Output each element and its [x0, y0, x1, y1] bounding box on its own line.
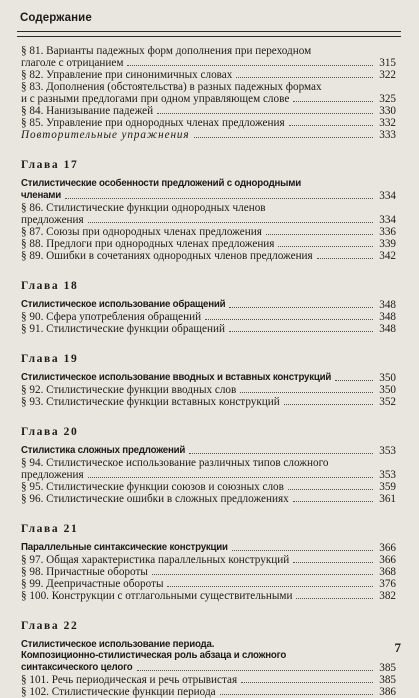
chapter-21-title[interactable]	[21, 542, 396, 554]
toc-page-number: 334	[379, 213, 396, 226]
toc-entry-title: § 94. Стилистическое использование различных типов сложного	[21, 456, 329, 469]
dot-leader	[293, 562, 373, 563]
toc-entry-exercises[interactable]	[21, 129, 396, 141]
dot-leader	[88, 477, 373, 478]
toc-page-number: 366	[379, 541, 396, 554]
chapter-22-label: Глава 22	[21, 619, 79, 632]
toc-page-number: 348	[379, 310, 396, 323]
toc-page-number: 322	[379, 69, 396, 81]
toc-entry[interactable]	[21, 226, 396, 238]
chapter-title-text: членами	[21, 190, 61, 201]
table-of-contents	[21, 45, 396, 698]
toc-entry-title: § 81. Варианты падежных форм дополнения при переходном	[21, 45, 312, 57]
dot-leader	[88, 222, 373, 223]
toc-entry[interactable]	[21, 323, 396, 335]
dot-leader	[157, 113, 373, 114]
toc-page-number: 350	[379, 371, 396, 384]
toc-entry-title: предложения	[21, 213, 84, 226]
chapter-18-title[interactable]	[21, 299, 396, 311]
toc-entry-title: § 89. Ошибки в сочетаниях однородных членов предложения	[21, 249, 313, 262]
toc-entry-title: § 98. Причастные обороты	[21, 565, 148, 578]
toc-entry[interactable]	[21, 238, 396, 250]
toc-entry-title: § 87. Союзы при однородных членах предложения	[21, 225, 262, 238]
toc-entry-title: § 84. Нанизывание падежей	[21, 105, 154, 117]
dot-leader	[278, 246, 373, 247]
toc-entry-title: § 97. Общая характеристика параллельных конструкций	[21, 553, 290, 566]
toc-entry-title: § 92. Стилистические функции вводных слов	[21, 383, 237, 396]
toc-entry-title: § 86. Стилистические функции однородных членов	[21, 201, 266, 214]
page-number: 7	[394, 640, 401, 655]
top-rule	[17, 36, 401, 37]
toc-entry[interactable]	[21, 493, 396, 505]
toc-entry-title: § 102. Стилистические функции периода	[21, 685, 216, 698]
toc-entry-title: § 82. Управление при синонимичных словах	[21, 69, 233, 81]
toc-entry[interactable]	[21, 93, 396, 105]
toc-entry[interactable]	[21, 45, 396, 57]
toc-page-number: 382	[379, 589, 396, 602]
toc-page-number: 352	[379, 395, 396, 408]
toc-entry[interactable]	[21, 674, 396, 686]
toc-entry-title: § 83. Дополнения (обстоятельства) в разных падежных формах	[21, 81, 322, 93]
toc-page-number: 342	[379, 249, 396, 262]
toc-page-number: 353	[379, 468, 396, 481]
toc-page-number: 359	[379, 480, 396, 493]
toc-group-81-85	[21, 45, 396, 129]
toc-entry-title: § 96. Стилистические ошибки в сложных предложениях	[21, 492, 289, 505]
toc-page-number: 348	[379, 322, 396, 335]
dot-leader	[284, 404, 373, 405]
toc-entry-title: § 91. Стилистические функции обращений	[21, 322, 225, 335]
toc-entry-title: § 99. Деепричастные обороты	[21, 577, 164, 590]
chapter-20-label: Глава 20	[21, 425, 79, 438]
dot-leader	[167, 586, 373, 587]
toc-page-number: 315	[379, 57, 396, 69]
dot-leader	[229, 307, 373, 308]
toc-entry[interactable]	[21, 105, 396, 117]
header-rule	[17, 31, 401, 32]
toc-entry[interactable]	[21, 590, 396, 602]
chapter-19-label: Глава 19	[21, 352, 79, 365]
toc-entry[interactable]	[21, 81, 396, 93]
toc-entry-title: § 90. Сфера употребления обращений	[21, 310, 202, 323]
dot-leader	[335, 380, 373, 381]
chapter-18-items	[21, 311, 396, 335]
dot-leader	[288, 489, 373, 490]
dot-leader	[220, 694, 373, 695]
chapter-title-text: Стилистическое использование обращений	[21, 299, 226, 310]
toc-entry[interactable]	[21, 384, 396, 396]
toc-entry-title: глаголе с отрицанием	[21, 57, 124, 69]
chapter-title-text: Стилистическое использование вводных и вставных конструкций	[21, 372, 332, 383]
toc-entry-title: § 100. Конструкции с отглагольными существительными	[21, 589, 293, 602]
toc-entry[interactable]	[21, 202, 396, 214]
toc-entry[interactable]	[21, 566, 396, 578]
toc-page-number: 386	[379, 685, 396, 698]
toc-page-number: 366	[379, 553, 396, 566]
toc-entry[interactable]	[21, 578, 396, 590]
dot-leader	[194, 137, 373, 138]
chapter-18-label: Глава 18	[21, 279, 79, 292]
chapter-19-items	[21, 384, 396, 408]
dot-leader	[229, 331, 373, 332]
dot-leader	[65, 198, 373, 199]
dot-leader	[293, 101, 373, 102]
toc-page-number: 339	[379, 237, 396, 250]
toc-entry-title: и с разными предлогами при одном управляющем слове	[21, 93, 290, 105]
dot-leader	[293, 501, 373, 502]
toc-page-number: 385	[379, 661, 396, 674]
toc-entry[interactable]	[21, 69, 396, 81]
toc-entry[interactable]	[21, 117, 396, 129]
dot-leader	[236, 77, 373, 78]
toc-entry-title: § 101. Речь периодическая и речь отрывистая	[21, 673, 238, 686]
toc-entry[interactable]	[21, 214, 396, 226]
chapter-20-title[interactable]	[21, 445, 396, 457]
chapter-21-label: Глава 21	[21, 522, 79, 535]
toc-entry[interactable]	[21, 481, 396, 493]
toc-entry-title: § 85. Управление при однородных членах предложения	[21, 117, 285, 129]
dot-leader	[317, 258, 373, 259]
toc-entry[interactable]	[21, 250, 396, 262]
toc-page-number: 332	[379, 117, 396, 129]
dot-leader	[296, 598, 373, 599]
toc-entry[interactable]	[21, 554, 396, 566]
chapter-22-title-line1: Стилистическое использование периода.	[21, 638, 215, 650]
chapter-21-items	[21, 554, 396, 602]
toc-page-number: 330	[379, 105, 396, 117]
chapter-17-title[interactable]	[21, 190, 396, 202]
toc-entry-title: Повторительные упражнения	[21, 129, 190, 141]
toc-page-number: 333	[379, 129, 396, 141]
toc-page-number: 350	[379, 383, 396, 396]
dot-leader	[266, 234, 373, 235]
chapter-22-title-line2: Композиционно-стилистическая роль абзаца и сложного	[21, 650, 287, 661]
dot-leader	[205, 319, 373, 320]
dot-leader	[240, 392, 373, 393]
dot-leader	[127, 65, 373, 66]
toc-page-number: 334	[379, 189, 396, 202]
dot-leader	[137, 670, 373, 671]
toc-entry[interactable]	[21, 396, 396, 408]
toc-page-number: 348	[379, 298, 396, 311]
toc-page-number: 353	[379, 444, 396, 457]
dot-leader	[232, 550, 373, 551]
dot-leader	[241, 682, 373, 683]
running-header: Содержание	[20, 12, 92, 24]
toc-entry-title: предложения	[21, 468, 84, 481]
toc-entry[interactable]	[21, 311, 396, 323]
toc-entry-title: § 88. Предлоги при однородных членах предложения	[21, 237, 275, 250]
toc-page-number: 376	[379, 577, 396, 590]
toc-page-number: 336	[379, 225, 396, 238]
chapter-title-text: синтаксического целого	[21, 662, 133, 673]
toc-entry-title: § 95. Стилистические функции союзов и союзных слов	[21, 480, 284, 493]
dot-leader	[189, 453, 373, 454]
toc-page-number: 325	[379, 93, 396, 105]
toc-page-number: 361	[379, 492, 396, 505]
toc-entry[interactable]	[21, 686, 396, 698]
dot-leader	[289, 125, 373, 126]
toc-entry[interactable]	[21, 457, 396, 469]
chapter-title-text: Параллельные синтаксические конструкции	[21, 542, 228, 553]
chapter-22-items	[21, 674, 396, 698]
chapter-17-items	[21, 202, 396, 262]
chapter-17-title-line1: Стилистические особенности предложений с однородными	[21, 178, 301, 189]
chapter-19-title[interactable]	[21, 372, 396, 384]
toc-entry[interactable]	[21, 57, 396, 69]
toc-page-number: 368	[379, 565, 396, 578]
toc-page-number: 385	[379, 673, 396, 686]
toc-entry-title: § 93. Стилистические функции вставных конструкций	[21, 395, 280, 408]
toc-entry[interactable]	[21, 469, 396, 481]
dot-leader	[152, 574, 373, 575]
chapter-title-text: Стилистика сложных предложений	[21, 445, 186, 456]
chapter-17-label: Глава 17	[21, 159, 79, 171]
chapter-20-items	[21, 457, 396, 505]
